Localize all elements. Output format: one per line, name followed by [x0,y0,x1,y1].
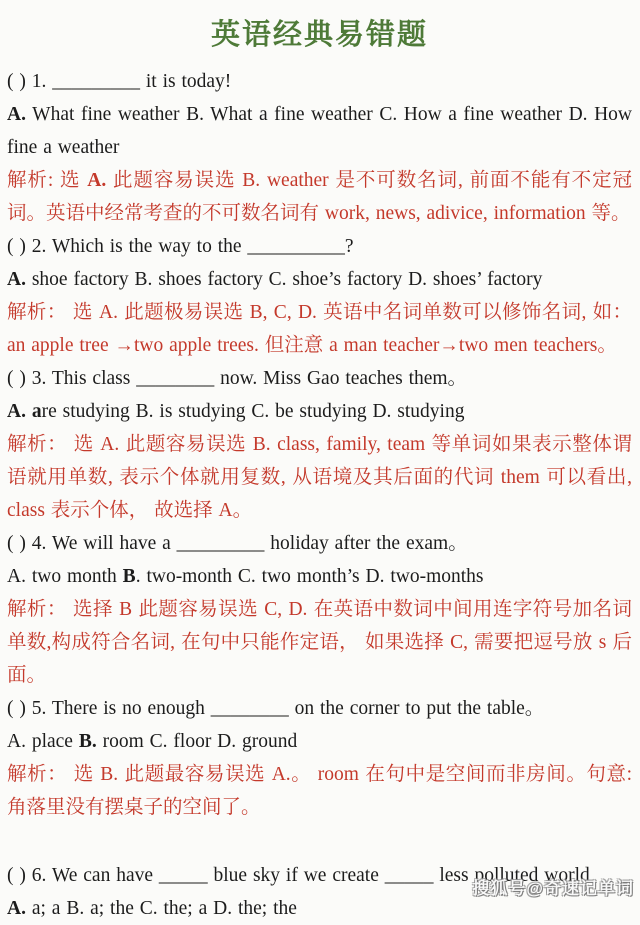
question-4-options-segment: A. two month [7,566,123,587]
question-1-options-segment: What fine weather B. What a fine weather C. How a fine weather D. How fine a weather [7,104,632,158]
watermark: 搜狐号@奇速记单词 [472,879,634,898]
question-2-text-segment: ( ) 2. Which is the way to the __________? [7,236,354,257]
question-1-analysis-segment: 此题容易误选 B. weather 是不可数名词, 前面不能有不定冠词。英语中经常考查的不可数名词有 work, news, adivice, information 等。 [7,170,633,224]
question-4-analysis [7,593,632,692]
question-1-options-segment: A. [7,104,26,125]
question-1-analysis-segment: A. [87,170,107,191]
question-4-analysis-segment: 解析： 选择 B 此题容易误选 C, D. 在英语中数词中间用连字符号加名词单数,构成符合名词, 在句中只能作定语， 如果选择 C, 需要把逗号放 s 后面。 [7,599,632,686]
question-4-text-segment: ( ) 4. We will have a _________ holiday after the exam。 [7,533,468,554]
page-title: 英语经典易错题 [210,19,428,51]
question-5-analysis-segment: 解析： 选 B. 此题最容易误选 A.。 room 在句中是空间而非房间。句意: 角落里没有摆桌子的空间了。 [7,764,632,818]
question-4-options [7,560,632,593]
question-1-analysis [7,164,632,230]
content [7,65,632,925]
question-2-options-segment: A. [7,269,26,290]
question-2-options [7,263,632,296]
question-5-analysis [7,758,632,824]
question-6-text-segment: ( ) 6. We can have _____ blue sky if we create _____ less polluted world [7,865,590,886]
question-1-analysis-segment: 解析: 选 [7,170,88,191]
question-5-text-segment: ( ) 5. There is no enough ________ on the corner to put the table。 [7,698,545,719]
question-1-text-segment: ( ) 1. _________ it is today! [7,71,232,92]
question-5-text [7,692,632,725]
question-5-options [7,725,632,758]
question-4-text [7,527,632,560]
question-6-options-segment: A. [7,898,26,919]
question-3-text [7,362,632,395]
question-4-options-segment: . two-month C. two month’s D. two-months [135,566,484,587]
paragraph-gap [7,824,632,859]
question-3-text-segment: ( ) 3. This class ________ now. Miss Gao teaches them。 [7,368,468,389]
question-4-options-segment: B [122,566,136,587]
question-5-options-segment: A. place [7,731,79,752]
question-3-options [7,395,632,428]
question-5-options-segment: B. [78,731,97,752]
question-2-options-segment: shoe factory B. shoes factory C. shoe’s factory D. shoes’ factory [25,269,543,290]
question-3-options-segment: A. a [7,401,42,422]
question-6-options-segment: a; a B. a; the C. the; a D. the; the [25,898,297,919]
question-1-text [7,65,632,98]
question-3-analysis-segment: 解析： 选 A. 此题容易误选 B. class, family, team 等单词如果表示整体谓语就用单数, 表示个体就用复数, 从语境及其后面的代词 them 可以看出, class 表示个体， 故选择 A。 [7,434,632,521]
question-2-text [7,230,632,263]
question-2-analysis-segment: 解析： 选 A. 此题极易误选 B, C, D. 英语中名词单数可以修饰名词, 如： an apple tree →two apple trees. 但注意 a man teacher→two men teachers。 [7,302,632,356]
question-3-options-segment: re studying B. is studying C. be studying D. studying [41,401,465,422]
question-5-options-segment: room C. floor D. ground [96,731,298,752]
question-3-analysis [7,428,632,527]
question-1-options [7,98,632,164]
question-2-analysis [7,296,632,362]
